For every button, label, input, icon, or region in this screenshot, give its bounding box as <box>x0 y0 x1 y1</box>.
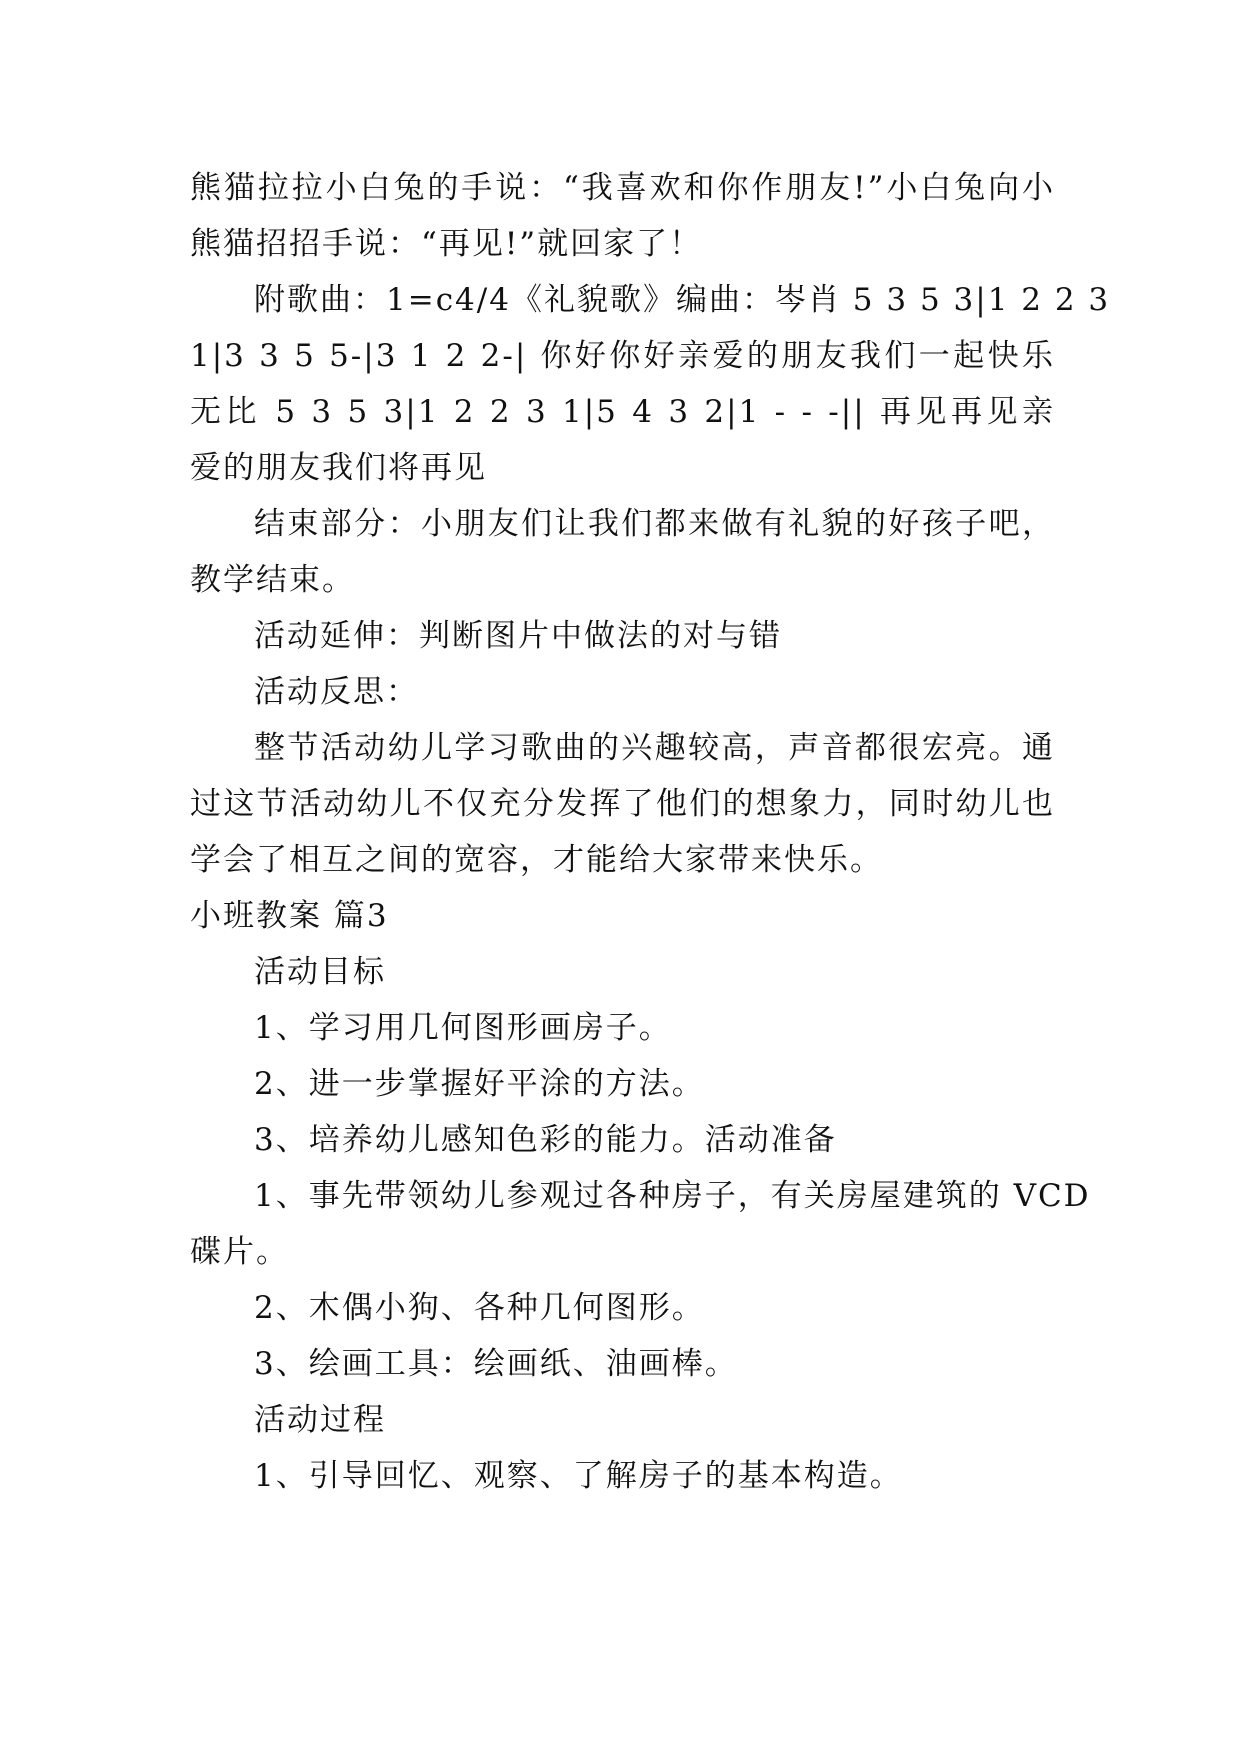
text-line: 活动过程 <box>254 1402 386 1438</box>
text-line: 教学结束。 <box>190 562 355 598</box>
text-line: 结束部分：小朋友们让我们都来做有礼貌的好孩子吧， <box>254 506 1055 542</box>
text-line: 爱的朋友我们将再见 <box>190 450 487 486</box>
list-item: 3、培养幼儿感知色彩的能力。活动准备 <box>254 1122 837 1158</box>
list-item: 1、事先带领幼儿参观过各种房子，有关房屋建筑的 VCD <box>254 1178 1091 1214</box>
text-line: 1|3 3 5 5-|3 1 2 2-| 你好你好亲爱的朋友我们一起快乐 <box>190 338 1055 374</box>
text-line: 熊猫招招手说：“再见!”就回家了！ <box>190 226 703 262</box>
list-item: 1、引导回忆、观察、了解房子的基本构造。 <box>254 1458 903 1494</box>
text-line: 过这节活动幼儿不仅充分发挥了他们的想象力，同时幼儿也 <box>190 786 1055 822</box>
text-line: 活动延伸：判断图片中做法的对与错 <box>254 618 782 654</box>
list-item: 2、进一步掌握好平涂的方法。 <box>254 1066 705 1102</box>
list-item: 1、学习用几何图形画房子。 <box>254 1010 672 1046</box>
text-line: 活动反思： <box>254 674 419 710</box>
text-line: 熊猫拉拉小白兔的手说：“我喜欢和你作朋友!”小白兔向小 <box>190 170 1055 206</box>
text-line: 整节活动幼儿学习歌曲的兴趣较高，声音都很宏亮。通 <box>254 730 1055 766</box>
text-line: 附歌曲：1=c4/4《礼貌歌》编曲：岑肖 5 3 5 3|1 2 2 3 <box>254 282 1111 318</box>
text-line: 无比 5 3 5 3|1 2 2 3 1|5 4 3 2|1 - - -|| 再见再见亲 <box>190 394 1055 430</box>
text-line: 活动目标 <box>254 954 386 990</box>
section-heading: 小班教案 篇3 <box>190 898 389 934</box>
text-line: 学会了相互之间的宽容，才能给大家带来快乐。 <box>190 842 883 878</box>
list-item: 3、绘画工具：绘画纸、油画棒。 <box>254 1346 738 1382</box>
text-line: 碟片。 <box>190 1234 289 1270</box>
list-item: 2、木偶小狗、各种几何图形。 <box>254 1290 705 1326</box>
